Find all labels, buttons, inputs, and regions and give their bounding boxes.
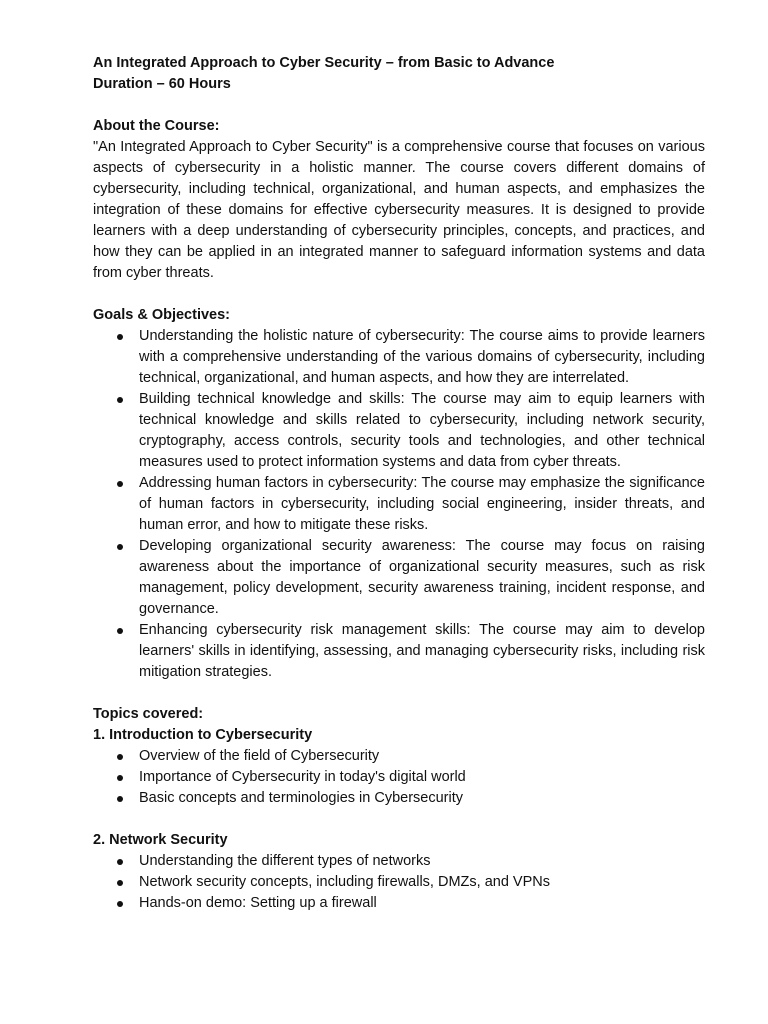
bullet-icon [117,775,123,781]
about-heading: About the Course: [93,118,220,134]
list-item [93,872,705,893]
bullet-icon [117,796,123,802]
list-item-text: Understanding the holistic nature of cybersecurity: The course aims to provide learners with a comprehensive understanding of the various domains of cybersecurity, including technical, organizational, and human aspects, and how they are interrelated. [139,328,705,386]
list-item-text: Addressing human factors in cybersecurity: The course may emphasize the significance of human factors in cybersecurity, including social engineering, insider threats, and human error, and how to mitigate these risks. [139,475,705,533]
list-item [93,851,705,872]
bullet-icon [117,754,123,760]
list-item [93,767,705,788]
goals-heading: Goals & Objectives: [93,307,230,323]
topic-section-title: 2. Network Security [93,832,228,848]
list-item [93,473,705,536]
goals-list [93,326,705,683]
list-item-text: Hands-on demo: Setting up a firewall [139,895,377,911]
topic-list [93,851,705,914]
course-duration: Duration – 60 Hours [93,76,231,92]
bullet-icon [117,481,123,487]
list-item-text: Building technical knowledge and skills: The course may aim to equip learners with technical knowledge and skills related to cybersecurity, including network security, cryptography, access controls, security tools and technologies, and other technical measures used to protect information systems and data from cyber threats. [139,391,705,470]
list-item [93,536,705,620]
list-item [93,389,705,473]
list-item-text: Developing organizational security awareness: The course may focus on raising awareness about the importance of organizational security measures, such as risk management, policy development, security awareness training, incident response, and governance. [139,538,705,617]
list-item [93,788,705,809]
bullet-icon [117,880,123,886]
bullet-icon [117,901,123,907]
topics-heading: Topics covered: [93,706,204,722]
list-item [93,620,705,683]
list-item-text: Network security concepts, including firewalls, DMZs, and VPNs [139,874,550,890]
bullet-icon [117,859,123,865]
list-item-text: Overview of the field of Cybersecurity [139,748,380,764]
list-item-text: Enhancing cybersecurity risk management skills: The course may aim to develop learners' skills in identifying, assessing, and managing cybersecurity risks, including risk mitigation strategies. [139,622,705,680]
list-item [93,746,705,767]
bullet-icon [117,628,123,634]
bullet-icon [117,334,123,340]
topic-list [93,746,705,809]
list-item-text: Importance of Cybersecurity in today's digital world [139,769,466,785]
list-item [93,326,705,389]
about-paragraph: "An Integrated Approach to Cyber Security" is a comprehensive course that focuses on various aspects of cybersecurity in a holistic manner. The course covers different domains of cybersecurity, including technical, organizational, and human aspects, and emphasizes the integration of these domains for effective cybersecurity measures. It is designed to provide learners with a deep understanding of cybersecurity principles, concepts, and practices, and how they can be applied in an integrated manner to safeguard information systems and data from cyber threats. [93,139,705,281]
list-item [93,893,705,914]
document-title: An Integrated Approach to Cyber Security – from Basic to Advance [93,55,555,71]
bullet-icon [117,544,123,550]
topic-section-title: 1. Introduction to Cybersecurity [93,727,313,743]
bullet-icon [117,397,123,403]
list-item-text: Understanding the different types of networks [139,853,431,869]
list-item-text: Basic concepts and terminologies in Cybersecurity [139,790,463,806]
